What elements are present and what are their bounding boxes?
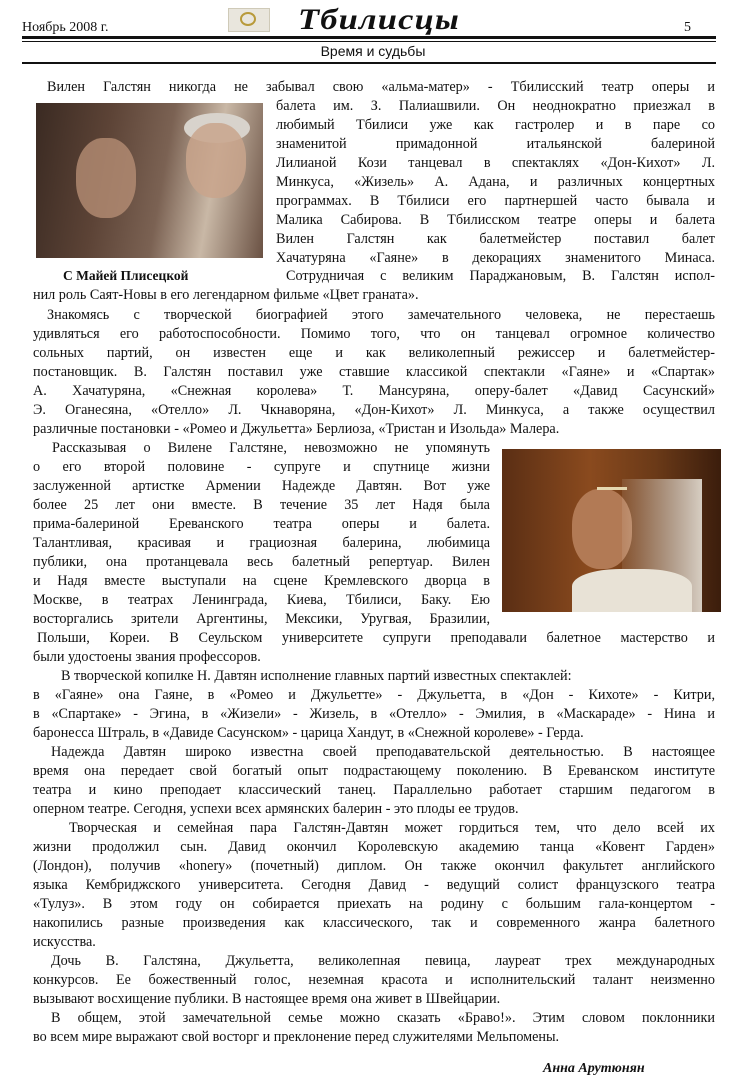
text-line: Лилианой Кози танцевал в спектаклях «Дон-Кихот» Л. — [276, 156, 715, 171]
text-line: искусства. — [33, 934, 96, 950]
text-line: любимый Тбилиси уже как гастролер и в паре со — [276, 118, 715, 133]
text-line: Вилен Галстян никогда не забывал свою «альма-матер» - Тбилисский театр оперы и — [47, 80, 715, 95]
text-line: знаменитой примадонной итальянской балериной — [276, 137, 715, 152]
text-line: А. Хачатуряна, «Снежная королева» Т. Мансуряна, оперу-балет «Давид Сасунский» — [33, 384, 715, 399]
text-line: Надежда Давтян широко известна своей преподавательской деятельностью. В настоящее — [51, 745, 715, 760]
text-line: балета им. З. Палиашвили. Он неоднократно приезжал в — [276, 99, 715, 114]
text-line: Творческая и семейная пара Галстян-Давтян может гордиться тем, что дело всей их — [69, 821, 715, 836]
text-line: постановщик. В. Галстян поставил уже ставшие классикой спектакли «Гаяне» и «Спартак» — [33, 365, 715, 380]
text-line: прима-балериной Ереванского театра оперы и балета. — [33, 517, 490, 532]
text-line: в «Спартаке» - Эгина, в «Жизели» - Жизель, в «Отелло» - Эмилия, в «Маскараде» - Нина и — [33, 707, 715, 722]
text-line: «Тулуз». В этом году он собирается приехать на родину с большим гала-концертом - — [33, 897, 715, 912]
text-line: время она передает свой богатый опыт подрастающему поколению. В Ереванском институте — [33, 764, 715, 779]
newspaper-emblem-icon — [228, 8, 270, 32]
text-line: Хачатуряна «Гаяне» в декорациях знаменитого Минаса. — [276, 251, 715, 266]
text-line: Рассказывая о Вилене Галстяне, невозможно не упомянуть — [52, 441, 490, 456]
text-line: публики, она протанцевала весь балетный репертуар. Вилен — [33, 555, 490, 570]
text-line: восторгались зрители Аргентины, Мексики, Уругвая, Бразилии, — [33, 612, 490, 627]
text-line: Москве, в театрах Ленинграда, Киева, Тбилиси, Баку. Ею — [33, 593, 490, 608]
header-date: Ноябрь 2008 г. — [22, 20, 109, 35]
header-rule-thick — [22, 36, 716, 39]
text-line: Э. Оганесяна, «Отелло» Л. Чкнаворяна, «Дон-Кихот» Л. Минкуса, а также осуществил — [33, 403, 715, 418]
text-line: сольных партий, он известен еще и как великолепный режиссер и балетмейстер- — [33, 346, 715, 361]
text-line: нил роль Саят-Новы в его легендарном фильме «Цвет граната». — [33, 287, 419, 303]
text-line: конкурсов. Ее божественный голос, неземная красота и исполнительский талант неизменно — [33, 973, 715, 988]
text-line: баронесса Штраль, в «Давиде Сасунском» - царица Хандут, в «Снежной королеве» - Герда. — [33, 725, 584, 741]
text-line: жизни продолжил сын. Давид окончил Королевскую академию танца «Ковент Гарден» — [33, 840, 715, 855]
header-rule-thin — [22, 41, 716, 42]
section-rule — [22, 62, 716, 64]
text-line: Вилен Галстян как балетмейстер поставил балет — [276, 232, 715, 247]
text-line: Малика Сабирова. В Тбилисском театре оперы и балета — [276, 213, 715, 228]
photo-caption: С Майей Плисецкой — [63, 268, 189, 283]
text-line: о его второй половине - супруге и спутнице жизни — [33, 460, 490, 475]
text-line: языка Кембриджского университета. Сегодня Давид - ведущий солист французского театра — [33, 878, 715, 893]
text-line: Талантливая, красивая и грациозная балерина, любимица — [33, 536, 490, 551]
text-line: во всем мире выражают свой восторг и преклонение перед служителями Мельпомены. — [33, 1029, 560, 1045]
text-line: в «Гаяне» она Гаяне, в «Ромео и Джульетте» - Джульетта, в «Дон - Кихоте» - Китри, — [33, 688, 715, 703]
page-number: 5 — [684, 20, 691, 35]
text-line: Минкуса, «Жизель» А. Адана, и различных концертных — [276, 175, 715, 190]
text-line: оперном театре. Сегодня, успехи всех армянских балерин - это плоды ее трудов. — [33, 801, 519, 817]
text-line: вызывают восхищение публики. В настоящее время она живет в Швейцарии. — [33, 991, 501, 1007]
text-line: удивляться его работоспособности. Помимо того, что он танцевал огромное количество — [33, 327, 715, 342]
text-line: В творческой копилке Н. Давтян исполнение главных партий известных спектаклей: — [61, 668, 572, 684]
text-line: (Лондон), получив «honery» (почетный) диплом. Он также окончил факультет английского — [33, 859, 715, 874]
text-line: Дочь В. Галстяна, Джульетта, великолепная певица, лауреат трех международных — [51, 954, 715, 969]
photo-plisetskaya — [36, 103, 263, 258]
text-line: были удостоены звания профессоров. — [33, 649, 261, 665]
text-line: различные постановки - «Ромео и Джульетта» Берлиоза, «Тристан и Изольда» Малера. — [33, 421, 560, 437]
text-line: театра и кино преподает классический танец. Параллельно работает старшим педагогом в — [33, 783, 715, 798]
text-line: более 25 лет они вместе. В течение 35 лет Надя была — [33, 498, 490, 513]
text-line: программах. В Тбилиси его партнершей часто бывала и — [276, 194, 715, 209]
text-line: заслуженной артистке Армении Надежде Давтян. Вот уже — [33, 479, 490, 494]
photo-ballerina — [502, 449, 721, 612]
text-line: В общем, этой замечательной семье можно сказать «Браво!». Этим словом поклонники — [51, 1011, 715, 1026]
text-line: Сотрудничая с великим Параджановым, В. Галстян испол- — [286, 269, 715, 284]
text-line: Польши, Кореи. В Сеульском университете супруги преподавали балетное мастерство и — [37, 631, 715, 646]
text-line: Знакомясь с творческой биографией этого замечательного человека, не перестаешь — [47, 308, 715, 323]
text-line: накопились разные произведения как классического, так и современного жанра балетного — [33, 916, 715, 931]
text-line: и Надя вместе выступали на сцене Кремлевского дворца в — [33, 574, 490, 589]
section-title: Время и судьбы — [320, 43, 426, 59]
newspaper-title: Тбилисцы — [298, 3, 461, 36]
author-signature: Анна Арутюнян — [543, 1061, 645, 1076]
